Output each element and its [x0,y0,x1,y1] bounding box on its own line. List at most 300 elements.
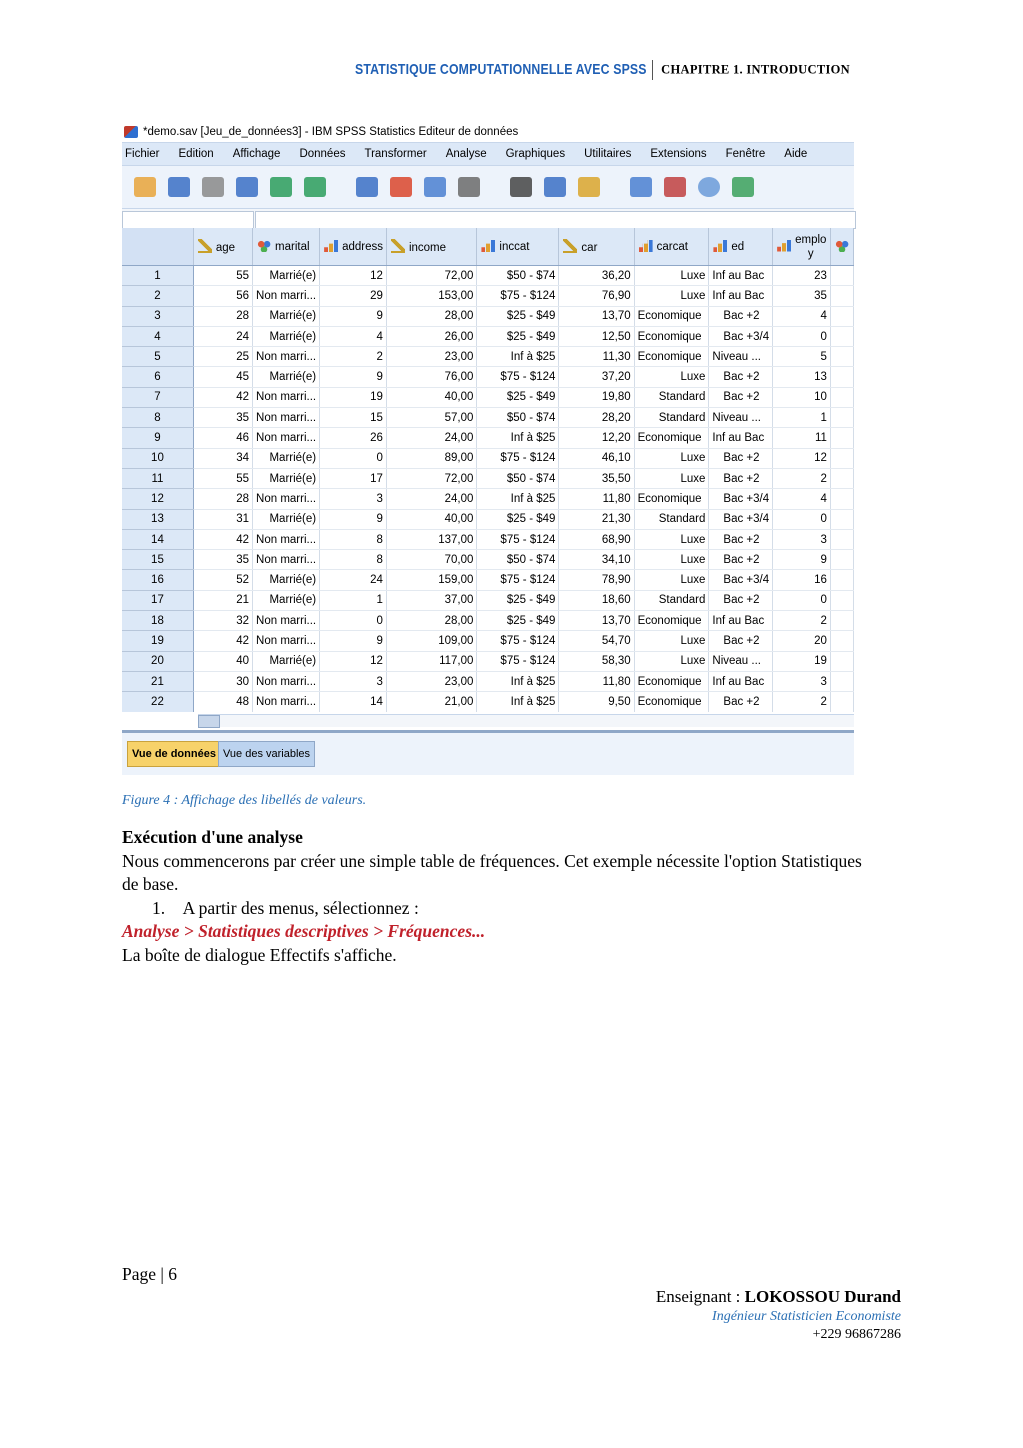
data-cell[interactable] [830,428,853,448]
data-cell[interactable]: 137,00 [386,529,476,549]
data-cell[interactable]: 3 [320,671,387,691]
data-cell[interactable]: $75 - $124 [477,448,559,468]
data-cell[interactable]: 46,10 [559,448,634,468]
data-cell[interactable] [830,509,853,529]
data-cell[interactable]: 42 [193,387,252,407]
undo-icon[interactable] [266,172,296,202]
data-cell[interactable]: 3 [773,671,831,691]
data-cell[interactable]: 24,00 [386,489,476,509]
data-cell[interactable]: Marrié(e) [253,367,320,387]
data-cell[interactable]: 35,50 [559,468,634,488]
grid-corner[interactable] [122,228,193,266]
data-cell[interactable]: 20 [773,631,831,651]
data-cell[interactable]: 13 [773,367,831,387]
data-cell[interactable]: 3 [320,489,387,509]
data-cell[interactable]: Economique [634,306,709,326]
data-cell[interactable]: 89,00 [386,448,476,468]
data-cell[interactable]: 0 [773,509,831,529]
data-cell[interactable]: 0 [773,326,831,346]
data-cell[interactable]: 11,80 [559,671,634,691]
data-cell[interactable]: 19 [773,651,831,671]
data-cell[interactable]: 40 [193,651,252,671]
row-number[interactable]: 12 [122,489,193,509]
data-cell[interactable]: Marrié(e) [253,590,320,610]
data-cell[interactable]: Luxe [634,286,709,306]
data-cell[interactable]: Luxe [634,529,709,549]
data-cell[interactable]: Bac +3/4 [709,509,773,529]
data-cell[interactable]: 8 [320,529,387,549]
data-cell[interactable]: Bac +3/4 [709,570,773,590]
data-cell[interactable]: 23,00 [386,347,476,367]
data-cell[interactable]: $75 - $124 [477,651,559,671]
add-ons-icon[interactable] [728,172,758,202]
data-cell[interactable]: 37,00 [386,590,476,610]
data-cell[interactable]: Marrié(e) [253,468,320,488]
data-cell[interactable]: Niveau ... [709,651,773,671]
data-cell[interactable]: 21,30 [559,509,634,529]
row-number[interactable]: 2 [122,286,193,306]
data-cell[interactable] [830,529,853,549]
row-number[interactable]: 16 [122,570,193,590]
print-icon[interactable] [198,172,228,202]
data-cell[interactable]: 46 [193,428,252,448]
data-cell[interactable]: 56 [193,286,252,306]
row-number[interactable]: 3 [122,306,193,326]
data-cell[interactable]: 35 [773,286,831,306]
data-cell[interactable]: 76,00 [386,367,476,387]
data-cell[interactable]: 9 [320,306,387,326]
data-cell[interactable]: 1 [773,408,831,428]
table-row [122,408,854,428]
data-cell[interactable]: Bac +2 [709,367,773,387]
data-cell[interactable]: 54,70 [559,631,634,651]
data-cell[interactable]: 57,00 [386,408,476,428]
data-cell[interactable] [830,468,853,488]
data-cell[interactable]: 72,00 [386,266,476,286]
data-cell[interactable]: 76,90 [559,286,634,306]
data-cell[interactable]: 9 [320,509,387,529]
data-cell[interactable]: $75 - $124 [477,631,559,651]
data-cell[interactable] [830,408,853,428]
data-cell[interactable]: 8 [320,550,387,570]
data-cell[interactable]: 28 [193,489,252,509]
data-cell[interactable]: 28,00 [386,611,476,631]
data-cell[interactable]: Non marri... [253,631,320,651]
data-cell[interactable]: 58,30 [559,651,634,671]
menu-extensions[interactable]: Extensions [650,148,707,160]
data-cell[interactable]: Non marri... [253,286,320,306]
column-label: carcat [656,241,688,253]
data-cell[interactable]: Non marri... [253,489,320,509]
data-cell[interactable]: 19 [320,387,387,407]
data-cell[interactable]: 23 [773,266,831,286]
data-cell[interactable]: Inf au Bac [709,671,773,691]
data-cell[interactable]: 68,90 [559,529,634,549]
save-icon[interactable] [164,172,194,202]
data-cell[interactable]: Marrié(e) [253,448,320,468]
tab-data-view[interactable]: Vue de données [127,741,221,767]
data-cell[interactable]: Non marri... [253,408,320,428]
find-icon[interactable] [506,172,536,202]
data-cell[interactable]: 29 [320,286,387,306]
data-cell[interactable]: $25 - $49 [477,326,559,346]
column-header-marital[interactable] [253,228,320,266]
data-cell[interactable]: $25 - $49 [477,509,559,529]
data-cell[interactable]: 9 [773,550,831,570]
data-cell[interactable]: Inf à $25 [477,671,559,691]
table-row [122,611,854,631]
row-number[interactable]: 14 [122,529,193,549]
row-number[interactable]: 8 [122,408,193,428]
data-cell[interactable]: Marrié(e) [253,266,320,286]
data-cell[interactable]: Luxe [634,570,709,590]
data-cell[interactable]: 26 [320,428,387,448]
data-cell[interactable]: 12 [320,266,387,286]
cell-value-box[interactable] [255,211,856,229]
data-cell[interactable]: Bac +2 [709,306,773,326]
data-cell[interactable]: 24 [193,326,252,346]
table-row [122,468,854,488]
data-cell[interactable]: Economique [634,489,709,509]
data-cell[interactable]: 9 [320,631,387,651]
variables-icon[interactable] [420,172,450,202]
data-cell[interactable]: Luxe [634,367,709,387]
insert-variable-icon[interactable] [574,172,604,202]
data-cell[interactable] [830,651,853,671]
tab-variable-view[interactable]: Vue des variables [218,741,315,767]
data-cell[interactable] [830,550,853,570]
data-cell[interactable] [830,631,853,651]
row-number[interactable]: 18 [122,611,193,631]
data-cell[interactable]: 0 [320,448,387,468]
data-cell[interactable]: Bac +2 [709,387,773,407]
data-cell[interactable]: 153,00 [386,286,476,306]
data-cell[interactable]: 10 [773,387,831,407]
data-cell[interactable]: Non marri... [253,387,320,407]
data-cell[interactable] [830,489,853,509]
data-cell[interactable]: $25 - $49 [477,387,559,407]
data-cell[interactable]: 2 [773,468,831,488]
insert-cases-icon[interactable] [540,172,570,202]
ordinal-bars-icon [481,240,495,252]
row-number[interactable]: 20 [122,651,193,671]
data-cell[interactable]: 24 [320,570,387,590]
data-cell[interactable] [830,590,853,610]
data-cell[interactable]: Inf à $25 [477,692,559,712]
data-cell[interactable]: Bac +2 [709,590,773,610]
data-cell[interactable]: 12,50 [559,326,634,346]
data-cell[interactable]: Inf au Bac [709,428,773,448]
data-cell[interactable] [830,326,853,346]
data-cell[interactable] [830,347,853,367]
data-cell[interactable]: 14 [320,692,387,712]
data-cell[interactable] [830,387,853,407]
data-cell[interactable]: 17 [320,468,387,488]
data-cell[interactable]: Economique [634,347,709,367]
data-cell[interactable]: $75 - $124 [477,570,559,590]
goto-variable-icon[interactable] [386,172,416,202]
window-titlebar [122,122,854,142]
data-cell[interactable]: 4 [320,326,387,346]
data-cell[interactable]: 0 [320,611,387,631]
menu-transformer[interactable]: Transformer [364,148,427,160]
data-cell[interactable]: 35 [193,550,252,570]
cell-reference-box[interactable] [122,211,254,229]
row-number[interactable]: 17 [122,590,193,610]
data-cell[interactable]: 26,00 [386,326,476,346]
data-cell[interactable]: 11 [773,428,831,448]
data-cell[interactable]: 12 [773,448,831,468]
menu-analyse[interactable]: Analyse [445,148,487,160]
data-cell[interactable]: Niveau ... [709,347,773,367]
data-cell[interactable]: 72,00 [386,468,476,488]
data-cell[interactable]: Non marri... [253,671,320,691]
menu-utilitaires[interactable]: Utilitaires [584,148,632,160]
menu-affichage[interactable]: Affichage [232,148,281,160]
row-number[interactable]: 15 [122,550,193,570]
row-number[interactable]: 21 [122,671,193,691]
table-row [122,651,854,671]
data-cell[interactable] [830,266,853,286]
data-cell[interactable] [830,692,853,712]
data-cell[interactable] [830,570,853,590]
data-cell[interactable]: 55 [193,266,252,286]
data-cell[interactable]: 23,00 [386,671,476,691]
data-cell[interactable]: 117,00 [386,651,476,671]
data-cell[interactable] [830,286,853,306]
row-number[interactable]: 22 [122,692,193,712]
column-header-age[interactable] [193,228,252,266]
data-cell[interactable]: $50 - $74 [477,266,559,286]
data-cell[interactable]: Economique [634,671,709,691]
ordinal-bars-icon [324,240,338,252]
column-header-next[interactable] [830,228,853,266]
data-cell[interactable]: 109,00 [386,631,476,651]
goto-case-icon[interactable] [352,172,382,202]
data-cell[interactable]: 9 [320,367,387,387]
menu-graphiques[interactable]: Graphiques [505,148,566,160]
column-header-address[interactable] [320,228,387,266]
data-cell[interactable]: 48 [193,692,252,712]
data-cell[interactable]: $25 - $49 [477,590,559,610]
data-cell[interactable]: Luxe [634,468,709,488]
data-cell[interactable]: 13,70 [559,306,634,326]
data-cell[interactable]: 40,00 [386,387,476,407]
menu-aide[interactable]: Aide [784,148,808,160]
data-cell[interactable]: 34,10 [559,550,634,570]
teacher-role: Ingénieur Statisticien Economiste [712,1309,901,1324]
column-header-inccat[interactable] [477,228,559,266]
data-cell[interactable]: 12,20 [559,428,634,448]
data-cell[interactable]: Non marri... [253,611,320,631]
data-cell[interactable]: 31 [193,509,252,529]
data-cell[interactable]: Non marri... [253,347,320,367]
data-cell[interactable]: $25 - $49 [477,306,559,326]
data-cell[interactable]: 34 [193,448,252,468]
header-separator [652,60,653,80]
data-cell[interactable]: 24,00 [386,428,476,448]
data-cell[interactable]: $75 - $124 [477,286,559,306]
data-cell[interactable]: 32 [193,611,252,631]
data-cell[interactable]: Standard [634,590,709,610]
data-cell[interactable]: 70,00 [386,550,476,570]
data-cell[interactable]: Inf au Bac [709,266,773,286]
data-cell[interactable]: 36,20 [559,266,634,286]
data-cell[interactable]: 55 [193,468,252,488]
row-number[interactable]: 4 [122,326,193,346]
data-cell[interactable]: Standard [634,408,709,428]
data-cell[interactable]: 28,00 [386,306,476,326]
data-cell[interactable]: $25 - $49 [477,611,559,631]
data-cell[interactable]: 11,30 [559,347,634,367]
data-cell[interactable]: Bac +2 [709,529,773,549]
row-number[interactable]: 13 [122,509,193,529]
data-cell[interactable]: 0 [773,590,831,610]
column-header-ed[interactable] [709,228,773,266]
data-cell[interactable] [830,306,853,326]
data-cell[interactable]: 9,50 [559,692,634,712]
row-number[interactable]: 9 [122,428,193,448]
redo-icon[interactable] [300,172,330,202]
data-cell[interactable]: Bac +3/4 [709,489,773,509]
data-cell[interactable]: $50 - $74 [477,408,559,428]
data-cell[interactable]: 52 [193,570,252,590]
menu-fichier[interactable]: Fichier [125,148,160,160]
menu-path: Analyse > Statistiques descriptives > Fréquences... [122,921,486,942]
data-cell[interactable]: 21 [193,590,252,610]
data-cell[interactable] [830,367,853,387]
data-cell[interactable]: Bac +2 [709,631,773,651]
data-cell[interactable]: Economique [634,611,709,631]
data-cell[interactable]: Inf au Bac [709,611,773,631]
data-cell[interactable]: Economique [634,326,709,346]
data-cell[interactable]: 4 [773,489,831,509]
row-number[interactable]: 1 [122,266,193,286]
data-cell[interactable]: 5 [773,347,831,367]
data-cell[interactable]: 28 [193,306,252,326]
row-number[interactable]: 7 [122,387,193,407]
data-cell[interactable]: Bac +2 [709,692,773,712]
data-cell[interactable]: Non marri... [253,428,320,448]
data-cell[interactable]: Inf à $25 [477,347,559,367]
row-number[interactable]: 11 [122,468,193,488]
data-cell[interactable]: 2 [773,611,831,631]
data-cell[interactable]: 3 [773,529,831,549]
open-folder-icon[interactable] [130,172,160,202]
data-cell[interactable]: Bac +2 [709,468,773,488]
data-cell[interactable]: Inf à $25 [477,428,559,448]
menu-fenetre[interactable]: Fenêtre [725,148,766,160]
data-cell[interactable]: 16 [773,570,831,590]
data-cell[interactable]: Luxe [634,651,709,671]
data-cell[interactable]: 15 [320,408,387,428]
data-cell[interactable]: 40,00 [386,509,476,529]
use-sets-icon[interactable] [694,172,724,202]
data-cell[interactable]: 4 [773,306,831,326]
split-file-icon[interactable] [626,172,656,202]
data-cell[interactable]: Standard [634,387,709,407]
row-number[interactable]: 5 [122,347,193,367]
data-cell[interactable] [830,448,853,468]
data-cell[interactable]: 35 [193,408,252,428]
data-cell[interactable] [830,611,853,631]
run-descriptives-icon[interactable] [454,172,484,202]
data-cell[interactable]: Luxe [634,448,709,468]
data-cell[interactable]: Non marri... [253,550,320,570]
data-cell[interactable]: Inf à $25 [477,489,559,509]
menu-donnees[interactable]: Données [299,148,346,160]
data-cell[interactable]: Economique [634,428,709,448]
data-cell[interactable]: 18,60 [559,590,634,610]
data-cell[interactable]: Economique [634,692,709,712]
data-cell[interactable]: 78,90 [559,570,634,590]
data-cell[interactable]: Bac +3/4 [709,326,773,346]
data-cell[interactable]: 1 [320,590,387,610]
data-cell[interactable]: Standard [634,509,709,529]
data-cell[interactable]: Marrié(e) [253,509,320,529]
scroll-left-icon[interactable] [198,715,220,728]
data-cell[interactable]: Niveau ... [709,408,773,428]
column-header-car[interactable] [559,228,634,266]
data-cell[interactable]: 45 [193,367,252,387]
data-cell[interactable]: Marrié(e) [253,651,320,671]
data-cell[interactable]: Marrié(e) [253,326,320,346]
data-cell[interactable]: Luxe [634,550,709,570]
menu-edition[interactable]: Edition [178,148,214,160]
data-cell[interactable]: Non marri... [253,692,320,712]
data-cell[interactable]: 25 [193,347,252,367]
data-cell[interactable]: 13,70 [559,611,634,631]
data-cell[interactable]: 2 [320,347,387,367]
row-number[interactable]: 19 [122,631,193,651]
data-cell[interactable]: 42 [193,529,252,549]
column-header-carcat[interactable] [634,228,709,266]
data-cell[interactable]: $50 - $74 [477,468,559,488]
data-cell[interactable]: 37,20 [559,367,634,387]
ruler-icon [391,239,405,253]
data-cell[interactable]: 19,80 [559,387,634,407]
value-labels-icon[interactable] [660,172,690,202]
data-cell[interactable]: Luxe [634,266,709,286]
data-cell[interactable]: 21,00 [386,692,476,712]
column-header-income[interactable] [386,228,476,266]
row-number[interactable]: 6 [122,367,193,387]
header-title: STATISTIQUE COMPUTATIONNELLE AVEC SPSS [354,60,647,78]
column-header-employ[interactable] [773,228,831,266]
data-cell[interactable]: 12 [320,651,387,671]
data-cell[interactable]: $75 - $124 [477,367,559,387]
data-cell[interactable]: Marrié(e) [253,306,320,326]
data-cell[interactable]: 11,80 [559,489,634,509]
data-cell[interactable]: 30 [193,671,252,691]
data-cell[interactable]: Inf au Bac [709,286,773,306]
data-cell[interactable]: Bac +2 [709,550,773,570]
data-cell[interactable]: Marrié(e) [253,570,320,590]
data-cell[interactable]: $50 - $74 [477,550,559,570]
horizontal-scrollbar[interactable] [198,714,854,727]
data-cell[interactable]: Non marri... [253,529,320,549]
dialog-recall-icon[interactable] [232,172,262,202]
data-cell[interactable] [830,671,853,691]
data-cell[interactable]: 28,20 [559,408,634,428]
data-cell[interactable]: $75 - $124 [477,529,559,549]
row-number[interactable]: 10 [122,448,193,468]
data-cell[interactable]: 2 [773,692,831,712]
data-cell[interactable]: 159,00 [386,570,476,590]
data-cell[interactable]: 42 [193,631,252,651]
data-cell[interactable]: Bac +2 [709,448,773,468]
data-cell[interactable]: Luxe [634,631,709,651]
